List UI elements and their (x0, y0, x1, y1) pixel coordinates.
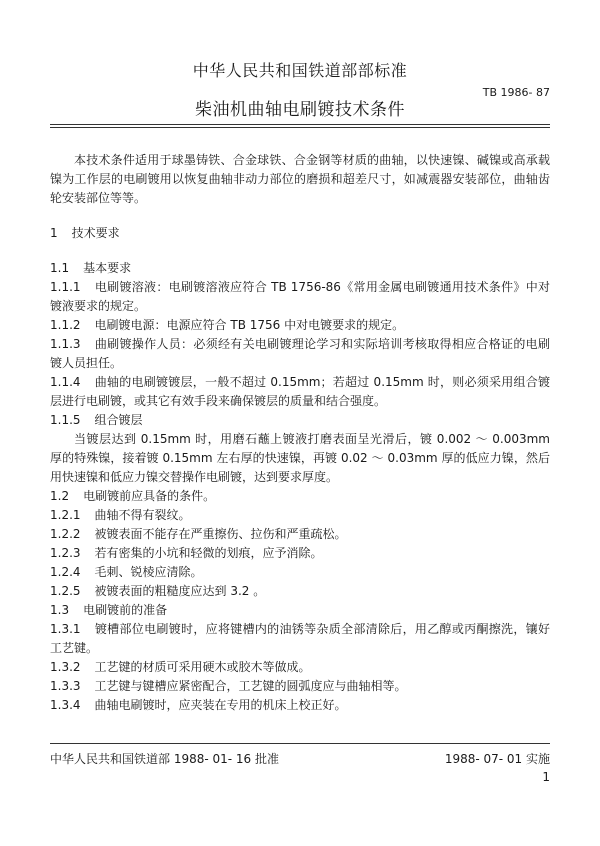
clause: 1.2.5 被镀表面的粗糙度应达到 3.2 。 (50, 584, 266, 598)
clause-heading: 1.1.5 组合镀层 (50, 413, 143, 427)
document-title: 柴油机曲轴电刷镀技术条件 (195, 100, 405, 120)
subsection-heading: 1.2 电刷镀前应具备的条件。 (50, 489, 216, 503)
clause: 1.3.4 曲轴电刷镀时，应夹装在专用的机床上校正好。 (50, 698, 347, 712)
clause: 1.1.4 曲轴的电刷镀镀层，一般不超过 0.15mm；若超过 0.15mm 时，则必须采用组合镀层进行电刷镀，或其它有效手段来确保镀层的质量和结合强度。 (50, 375, 550, 408)
clause: 1.2.1 曲轴不得有裂纹。 (50, 508, 191, 522)
clause: 1.2.2 被镀表面不能存在严重擦伤、拉伤和严重疏松。 (50, 527, 347, 541)
clause: 1.3.1 镀槽部位电刷镀时，应将键槽内的油锈等杂质全部清除后，用乙醇或丙酮擦洗，镶好工艺键。 (50, 622, 550, 655)
subsection-heading: 1.1 基本要求 (50, 261, 132, 275)
header-rule-top (50, 124, 550, 125)
clause: 1.1.2 电刷镀电源：电源应符合 TB 1756 中对电镀要求的规定。 (50, 318, 405, 332)
header-rule-bottom (50, 127, 550, 128)
clause: 1.2.4 毛刺、锐棱应清除。 (50, 565, 203, 579)
section-number: 1 (50, 226, 58, 240)
section-title: 技术要求 (71, 226, 120, 240)
footer-rule (50, 743, 550, 744)
page-number: 1 (542, 770, 550, 784)
document-body (50, 151, 550, 715)
clause: 1.1.3 曲刷镀操作人员：必须经有关电刷镀理论学习和实际培训考核取得相应合格证的电刷镀人员担任。 (50, 337, 550, 370)
standard-code: TB 1986- 87 (482, 86, 550, 99)
clause: 1.3.2 工艺键的材质可采用硬木或胶木等做成。 (50, 660, 311, 674)
approval-date: 中华人民共和国铁道部 1988- 01- 16 批准 (50, 752, 279, 766)
subsection-heading: 1.3 电刷镀前的准备 (50, 603, 168, 617)
section-heading (50, 224, 550, 243)
clause: 1.3.3 工艺键与键槽应紧密配合，工艺键的圆弧度应与曲轴相等。 (50, 679, 407, 693)
clause: 1.1.1 电刷镀溶液：电刷镀溶液应符合 TB 1756-86《常用金属电刷镀通用技术条件》中对镀液要求的规定。 (50, 280, 550, 313)
effective-date: 1988- 07- 01 实施 (444, 752, 550, 766)
clause: 1.2.3 若有密集的小坑和轻微的划痕，应予消除。 (50, 546, 323, 560)
standard-title: 中华人民共和国铁道部部标准 (192, 61, 408, 80)
clause-text: 当镀层达到 0.15mm 时，用磨石蘸上镀液打磨表面呈光滑后，镀 0.002 ～ 0.003mm 厚的特殊镍，接着镀 0.15mm 左右厚的快速镍，再镀 0.02 ～ 0.03mm 厚的低应力镍，然后用快速镍和低应力镍交替操作电刷镀，达到要求厚度。 (50, 432, 550, 484)
intro-paragraph: 本技术条件适用于球墨铸铁、合金球铁、合金钢等材质的曲轴，以快速镍、碱镍或高承载镍为工作层的电刷镀用以恢复曲轴非动力部位的磨损和超差尺寸，如减震器安装部位，曲轴齿轮安装部位等等。 (50, 153, 550, 205)
